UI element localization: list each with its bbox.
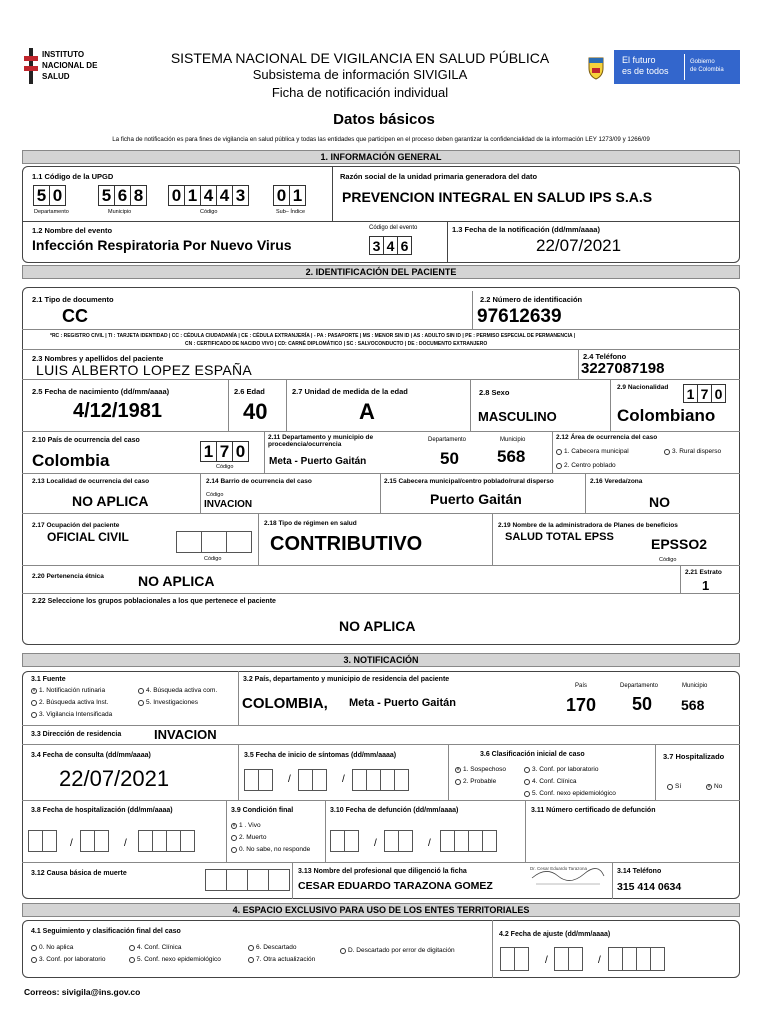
slash: / <box>342 774 345 785</box>
telefono-value: 3227087198 <box>581 360 665 377</box>
form-title: SISTEMA NACIONAL DE VIGILANCIA EN SALUD PÚBLICA <box>170 50 550 66</box>
section-4-bar: 4. ESPACIO EXCLUSIVO PARA USO DE LOS ENTES TERRITORIALES <box>22 903 740 917</box>
radio-icon <box>231 847 237 853</box>
radio-checked-icon <box>231 823 237 829</box>
fuente-opt-4[interactable]: 4. Búsqueda activa com. <box>138 687 217 694</box>
depmun-value: Meta - Puerto Gaitán <box>269 456 367 467</box>
residencia-pais-code: 170 <box>566 695 597 715</box>
radio-icon <box>31 945 37 951</box>
gov-logo-text-3: Gobierno <box>690 59 715 65</box>
upgd-mun-digits <box>98 185 146 206</box>
estrato-value: 1 <box>702 578 710 593</box>
barrio-label: 2.14 Barrio de ocurrencia del caso <box>206 478 312 485</box>
upgd-dep-digits <box>33 185 65 206</box>
digit: 3 <box>232 185 249 206</box>
gov-logo-text-4: de Colombia <box>690 67 724 73</box>
cabecera-value: Puerto Gaitán <box>430 491 522 507</box>
seg-opt-4[interactable]: 4. Conf. Clínica <box>129 944 181 951</box>
depmun-label-2: procedencia/ocurrencia <box>268 441 342 448</box>
residencia-mun-code: 568 <box>681 697 705 713</box>
hosp-opt-si[interactable]: Sí <box>667 783 681 790</box>
nombre-value: LUIS ALBERTO LOPEZ ESPAÑA <box>36 362 253 378</box>
slash: / <box>70 838 73 849</box>
digit: 0 <box>232 441 249 462</box>
tipo-documento-value: CC <box>62 306 88 326</box>
depmun-mun-value: 568 <box>497 447 526 466</box>
slash: / <box>428 838 431 849</box>
sintomas-dd-boxes[interactable] <box>244 769 272 791</box>
condicion-opt-vivo[interactable]: × 1 . Vivo <box>231 822 261 829</box>
seg-opt-3[interactable]: 3. Conf. por laboratorio <box>31 956 105 963</box>
ins-logo-text-1: INSTITUTO <box>42 50 85 59</box>
section-2-bar: 2. IDENTIFICACIÓN DEL PACIENTE <box>22 265 740 279</box>
administradora-label: 2.19 Nombre de la administradora de Planes de beneficios <box>498 522 678 529</box>
administradora-codigo-caption: Código <box>659 557 677 563</box>
fuente-opt-1[interactable]: × 1. Notificación rutinaria <box>31 687 105 694</box>
form-subtitle-1: Subsistema de información SIVIGILA <box>252 67 468 82</box>
vereda-value: NO <box>649 494 670 510</box>
evento-value: Infección Respiratoria Por Nuevo Virus <box>32 237 292 253</box>
fecha-hosp-label: 3.8 Fecha de hospitalización (dd/mm/aaaa) <box>31 807 173 814</box>
nacionalidad-value: Colombiano <box>617 406 716 425</box>
slash: / <box>374 838 377 849</box>
edad-label: 2.6 Edad <box>234 387 265 396</box>
digit: 8 <box>130 185 147 206</box>
digit: 5 <box>33 185 50 206</box>
radio-icon <box>524 791 530 797</box>
regimen-value: CONTRIBUTIVO <box>270 533 423 555</box>
area-label: 2.12 Área de ocurrencia del caso <box>556 434 658 441</box>
fuente-opt-3[interactable]: 3. Vigilancia Intensificada <box>31 711 112 718</box>
numero-id-label: 2.2 Número de identificación <box>480 295 583 304</box>
pais-codigo-caption: Código <box>216 464 234 470</box>
fecha-notificacion-label: 1.3 Fecha de la notificación (dd/mm/aaaa) <box>452 225 600 234</box>
digit: 6 <box>114 185 131 206</box>
radio-icon <box>129 957 135 963</box>
doc-legend-1: *RC : REGISTRO CIVIL | TI : TARJETA IDENTIDAD | CC : CÉDULA CIUDADANÍA | CE : CÉDULA EXTRANJERÍA | - PA : PASAPORTE | MS : MENOR SIN ID | AS : ADULTO SIN ID | PE : PERMISO ESPECIAL DE PERMANENCIA | <box>50 333 576 339</box>
radio-icon <box>231 835 237 841</box>
telefono-label: 2.4 Teléfono <box>583 352 627 361</box>
digit: 6 <box>397 236 412 255</box>
defuncion-mm-boxes[interactable] <box>384 830 412 852</box>
residencia-dep-code: 50 <box>632 694 653 714</box>
ocupacion-codigo-caption: Código <box>204 556 222 562</box>
disclaimer: La ficha de notificación es para fines de vigilancia en salud pública y todas las entidades que participen en el proceso deben garantizar la confidencialidad de la información LEY 1273/09 y 1266/09 <box>112 136 650 143</box>
causa-code-boxes[interactable] <box>205 869 289 891</box>
firma-signature <box>528 864 608 890</box>
seg-opt-6[interactable]: 6. Descartado <box>248 944 296 951</box>
digit: 0 <box>168 185 185 206</box>
hospitalizado-label: 3.7 Hospitalizado <box>663 752 725 761</box>
defuncion-aaaa-boxes[interactable] <box>440 830 496 852</box>
nacionalidad-label: 2.9 Nacionalidad <box>617 384 669 391</box>
grupos-value: NO APLICA <box>339 618 416 634</box>
hosp-opt-no[interactable]: × No <box>706 783 722 790</box>
radio-icon <box>556 463 562 469</box>
nacionalidad-digits <box>683 384 725 403</box>
seg-opt-d[interactable]: D. Descartado por error de digitación <box>340 947 455 954</box>
digit: 0 <box>49 185 66 206</box>
radio-checked-icon <box>706 784 712 790</box>
causa-muerte-label: 3.12 Causa básica de muerte <box>31 870 127 877</box>
unidad-edad-label: 2.7 Unidad de medida de la edad <box>292 387 408 396</box>
hosp-dd-boxes[interactable] <box>28 830 56 852</box>
residencia-pais-value: COLOMBIA, <box>242 695 328 712</box>
radio-icon <box>455 779 461 785</box>
pais-ocurrencia-value: Colombia <box>32 451 110 470</box>
clasif-opt-3[interactable]: 3. Conf. por laboratorio <box>524 766 598 773</box>
fecha-consulta-label: 3.4 Fecha de consulta (dd/mm/aaaa) <box>31 752 151 759</box>
area-opt-centro[interactable]: 2. Centro poblado <box>556 462 616 469</box>
area-opt-rural[interactable]: 3. Rural disperso <box>664 448 721 455</box>
condicion-opt-nosabe[interactable]: 0. No sabe, no responde <box>231 846 310 853</box>
residencia-label: 3.2 País, departamento y municipio de residencia del paciente <box>243 676 450 683</box>
clasificacion-label: 3.6 Clasificación inicial de caso <box>480 751 585 758</box>
residencia-depmun-value: Meta - Puerto Gaitán <box>349 697 456 709</box>
sexo-label: 2.8 Sexo <box>479 388 510 397</box>
digit: 0 <box>273 185 290 206</box>
razon-social-label: Razón social de la unidad primaria generadora del dato <box>340 172 538 181</box>
hosp-aaaa-boxes[interactable] <box>138 830 194 852</box>
residencia-pais-caption: País <box>575 683 588 689</box>
unidad-edad-value: A <box>359 399 375 424</box>
residencia-dep-caption: Departamento <box>620 683 659 689</box>
ocupacion-label: 2.17 Ocupación del paciente <box>32 522 120 529</box>
barrio-codigo-caption: Código <box>206 492 224 498</box>
vereda-label: 2.16 Vereda/zona <box>590 478 643 485</box>
fecha-defuncion-label: 3.10 Fecha de defunción (dd/mm/aaaa) <box>330 807 459 814</box>
upgd-sub-digits <box>273 185 305 206</box>
etnica-label: 2.20 Pertenencia étnica <box>32 573 104 580</box>
section-1-bar: 1. INFORMACIÓN GENERAL <box>22 150 740 164</box>
estrato-label: 2.21 Estrato <box>685 569 722 576</box>
pais-ocurrencia-label: 2.10 País de ocurrencia del caso <box>32 437 140 444</box>
cabecera-label: 2.15 Cabecera municipal/centro poblado/rural disperso <box>384 478 554 485</box>
edad-value: 40 <box>243 399 268 424</box>
nombre-label: 2.3 Nombres y apellidos del paciente <box>32 354 164 363</box>
codigo-evento-label: Código del evento <box>369 225 418 231</box>
digit: 5 <box>98 185 115 206</box>
slash: / <box>288 774 291 785</box>
radio-icon <box>664 449 670 455</box>
depmun-dep-value: 50 <box>440 449 459 468</box>
sintomas-mm-boxes[interactable] <box>298 769 326 791</box>
radio-icon <box>138 700 144 706</box>
radio-checked-icon <box>31 688 37 694</box>
barrio-value: INVACION <box>204 499 253 510</box>
fecha-notificacion-value: 22/07/2021 <box>536 236 622 255</box>
fecha-nacimiento-value: 4/12/1981 <box>73 400 162 422</box>
ins-logo-text-3: SALUD <box>42 72 70 81</box>
digit: 1 <box>289 185 306 206</box>
ins-logo <box>24 46 104 90</box>
tipo-documento-label: 2.1 Tipo de documento <box>32 295 114 304</box>
slash: / <box>124 838 127 849</box>
telefono-profesional-label: 3.14 Teléfono <box>617 868 662 875</box>
regimen-label: 2.18 Tipo de régimen en salud <box>264 520 357 527</box>
condicion-opt-muerto[interactable]: 2. Muerto <box>231 834 266 841</box>
fecha-ajuste-label: 4.2 Fecha de ajuste (dd/mm/aaaa) <box>499 931 611 938</box>
radio-icon <box>340 948 346 954</box>
cap-municipio: Municipio <box>108 209 132 215</box>
profesional-value: CESAR EDUARDO TARAZONA GOMEZ <box>298 880 493 892</box>
correos-footer: Correos: sivigila@ins.gov.co <box>24 987 141 997</box>
clasif-opt-4[interactable]: 4. Conf. Clínica <box>524 778 576 785</box>
radio-icon <box>248 957 254 963</box>
seg-opt-5[interactable]: 5. Conf. nexo epidemiológico <box>129 956 221 963</box>
seguimiento-label: 4.1 Seguimiento y clasificación final del caso <box>31 928 181 935</box>
radio-icon <box>129 945 135 951</box>
doc-legend-2: CN : CERTIFICADO DE NACIDO VIVO | CD: CARNÉ DIPLOMÁTICO | SC : SALVOCONDUCTO | DE : DOCUMENTO EXTRANJERO <box>185 341 488 347</box>
profesional-label: 3.13 Nombre del profesional que diligenció la ficha <box>298 868 467 875</box>
ocupacion-value: OFICIAL CIVIL <box>47 530 129 544</box>
radio-icon <box>31 700 37 706</box>
digit: 1 <box>184 185 201 206</box>
digit: 3 <box>369 236 384 255</box>
codigo-evento-digits <box>369 236 411 255</box>
condicion-label: 3.9 Condición final <box>231 807 294 814</box>
digit: 1 <box>200 441 217 462</box>
hosp-mm-boxes[interactable] <box>80 830 108 852</box>
telefono-profesional-value: 315 414 0634 <box>617 881 682 893</box>
fuente-opt-2[interactable]: 2. Búsqueda activa Inst. <box>31 699 108 706</box>
radio-checked-icon <box>455 767 461 773</box>
sintomas-aaaa-boxes[interactable] <box>352 769 408 791</box>
defuncion-dd-boxes[interactable] <box>330 830 358 852</box>
section-3-bar: 3. NOTIFICACIÓN <box>22 653 740 667</box>
depmun-dep-caption: Departamento <box>428 437 467 443</box>
digit: 1 <box>683 384 698 403</box>
upgd-label: 1.1 Código de la UPGD <box>32 172 114 181</box>
fuente-opt-5[interactable]: 5. Investigaciones <box>138 699 198 706</box>
ajuste-aaaa-boxes[interactable] <box>608 947 664 971</box>
clasif-opt-5[interactable]: 5. Conf. nexo epidemiológico <box>524 790 616 797</box>
digit: 4 <box>216 185 233 206</box>
area-opt-cabecera[interactable]: 1. Cabecera municipal <box>556 448 629 455</box>
ins-logo-text-2: NACIONAL DE <box>42 61 98 70</box>
localidad-label: 2.13 Localidad de ocurrencia del caso <box>32 478 150 485</box>
ajuste-mm-boxes[interactable] <box>554 947 582 971</box>
ins-logo-mark <box>24 48 38 84</box>
ajuste-dd-boxes[interactable] <box>500 947 528 971</box>
razon-social-value: PREVENCION INTEGRAL EN SALUD IPS S.A.S <box>342 189 653 205</box>
clasif-opt-2[interactable]: 2. Probable <box>455 778 496 785</box>
gov-logo <box>580 50 740 86</box>
numero-id-value: 97612639 <box>477 306 562 327</box>
radio-icon <box>138 688 144 694</box>
administradora-value: SALUD TOTAL EPSS <box>505 531 614 543</box>
radio-icon <box>31 957 37 963</box>
seg-opt-0[interactable]: 0. No aplica <box>31 944 73 951</box>
upgd-cod-digits <box>168 185 248 206</box>
ocupacion-code-boxes[interactable] <box>176 531 251 553</box>
cap-codigo: Código <box>200 209 218 215</box>
clasif-opt-1[interactable]: × 1. Sospechoso <box>455 766 506 773</box>
gov-logo-text-2: es de todos <box>622 66 669 76</box>
seg-opt-7[interactable]: 7. Otra actualización <box>248 956 315 963</box>
radio-icon <box>667 784 673 790</box>
sexo-value: MASCULINO <box>478 409 557 424</box>
radio-icon <box>524 779 530 785</box>
radio-icon <box>556 449 562 455</box>
pais-ocurrencia-digits <box>200 441 248 462</box>
etnica-value: NO APLICA <box>138 573 215 589</box>
section-title: Datos básicos <box>333 111 435 128</box>
digit: 0 <box>711 384 726 403</box>
residencia-mun-caption: Municipio <box>682 683 708 689</box>
firma-text: Dr. Cesar Eduardo Tarazona <box>530 866 587 871</box>
cap-subindice: Sub– Índice <box>276 209 306 215</box>
colombia-shield-icon <box>586 54 606 80</box>
digit: 7 <box>216 441 233 462</box>
direccion-value: INVACION <box>154 727 217 742</box>
fecha-consulta-value: 22/07/2021 <box>59 766 170 791</box>
digit: 4 <box>200 185 217 206</box>
slash: / <box>598 955 601 966</box>
digit: 4 <box>383 236 398 255</box>
radio-icon <box>31 712 37 718</box>
administradora-code: EPSSO2 <box>651 536 708 552</box>
fecha-sintomas-label: 3.5 Fecha de inicio de síntomas (dd/mm/aaaa) <box>244 752 397 759</box>
gov-logo-text-1: El futuro <box>622 55 656 65</box>
radio-icon <box>248 945 254 951</box>
radio-icon <box>524 767 530 773</box>
grupos-label: 2.22 Seleccione los grupos poblacionales a los que pertenece el paciente <box>32 598 276 605</box>
depmun-label-1: 2.11 Departamento y municipio de <box>268 434 374 441</box>
fecha-nacimiento-label: 2.5 Fecha de nacimiento (dd/mm/aaaa) <box>32 387 170 396</box>
slash: / <box>545 955 548 966</box>
fuente-label: 3.1 Fuente <box>31 676 66 683</box>
digit: 7 <box>697 384 712 403</box>
evento-label: 1.2 Nombre del evento <box>32 226 113 235</box>
localidad-value: NO APLICA <box>72 493 149 509</box>
cap-departamento: Departamento <box>34 209 69 215</box>
depmun-mun-caption: Municipio <box>500 437 526 443</box>
certificado-label: 3.11 Número certificado de defunción <box>531 807 656 814</box>
direccion-label: 3.3 Dirección de residencia <box>31 731 122 738</box>
form-subtitle-2: Ficha de notificación individual <box>271 85 449 100</box>
